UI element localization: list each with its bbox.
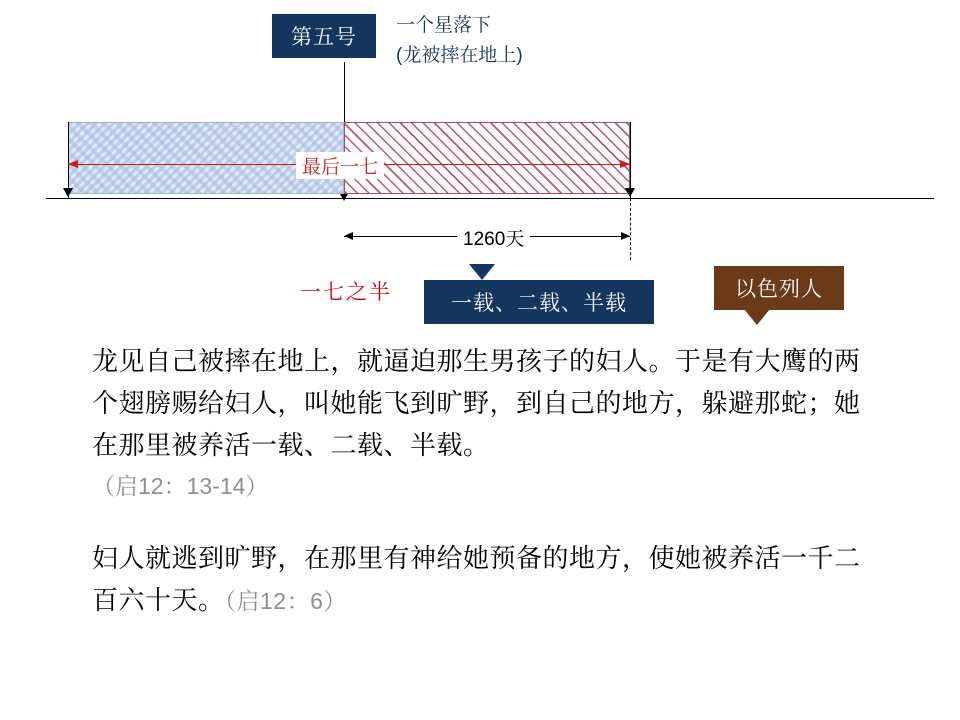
timeline-diagram (0, 0, 960, 330)
band-start-arrow (63, 188, 73, 197)
star-fall-note-line2: (龙被摔在地上) (396, 45, 523, 66)
paragraph-two (92, 537, 882, 622)
last-week-arrow-left (68, 160, 78, 168)
mid-week-label: 一七之半 (300, 281, 392, 304)
star-fall-note-line1: 一个星落下 (396, 15, 492, 36)
1260-end-dashed-line (630, 198, 631, 260)
israel-people-label: 以色列人 (714, 266, 844, 310)
last-week-arrow-right (620, 160, 630, 168)
israel-people-tail (744, 309, 770, 325)
second-half-band (344, 122, 630, 194)
reference-two: （启12：6） (224, 588, 347, 614)
time-times-half-label: 一载、二载、半载 (424, 280, 654, 324)
1260-days-label: 1260天 (457, 224, 530, 251)
trumpet-five-label: 第五号 (272, 14, 376, 58)
timeline-axis (46, 198, 934, 199)
1260-arrow-left (344, 232, 353, 240)
paragraph-one: 龙见自己被摔在地上，就逼迫那生男孩子的妇人。于是有大鹰的两个翅膀赐给妇人，叫她能飞到旷野，到自己的地方，躲避那蛇；她在那里被养活一载、二载、半载。 (92, 346, 861, 460)
reference-one: （启12：13-14） (92, 473, 269, 499)
paragraph-two-text: 妇人就逃到旷野，在那里有神给她预备的地方，使她被养活一千二百六十天。 (92, 543, 861, 615)
scripture-text-block (92, 340, 882, 622)
1260-arrow-right (621, 232, 630, 240)
last-week-label: 最后一七 (296, 152, 384, 179)
band-end-line (630, 122, 631, 198)
band-end-arrow (625, 188, 635, 197)
time-times-half-tail (469, 264, 495, 280)
